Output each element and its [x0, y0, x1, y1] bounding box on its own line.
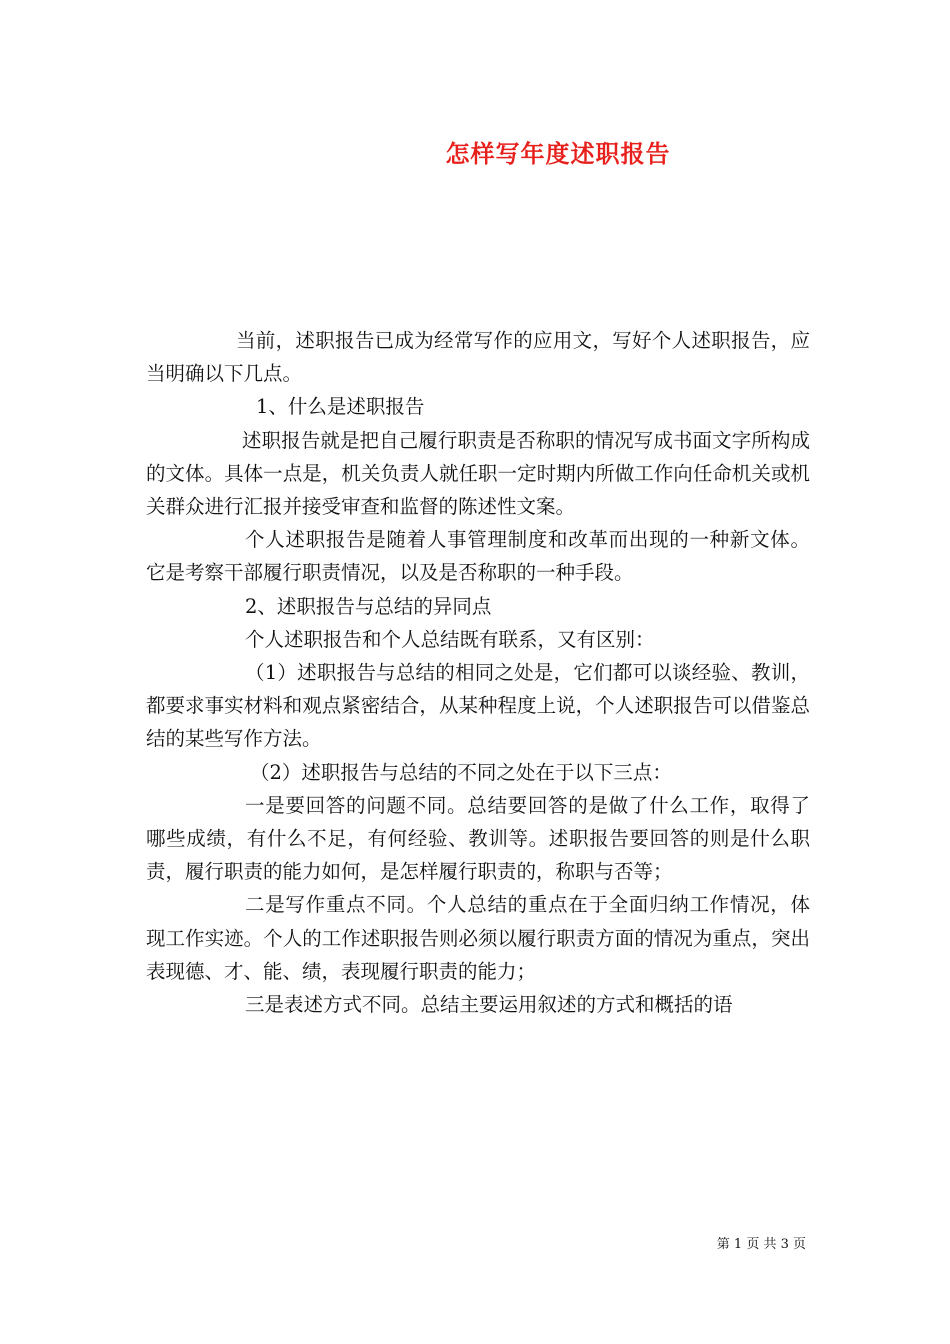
paragraph-difference-two: 二是写作重点不同。个人总结的重点在于全面归纳工作情况，体现工作实迹。个人的工作述职报告则必须以履行职责方面的情况为重点，突出表现德、才、能、绩，表现履行职责的能力； — [146, 893, 810, 983]
paragraph-relation: 个人述职报告和个人总结既有联系，又有区别： — [245, 627, 655, 651]
paragraph-difference-three: 三是表述方式不同。总结主要运用叙述的方式和概括的语 — [245, 993, 733, 1017]
paragraph-differences-intro: （2）述职报告与总结的不同之处在于以下三点： — [250, 760, 672, 784]
document-body — [146, 324, 810, 1021]
document-title: 怎样写年度述职报告 — [445, 139, 671, 168]
page-number-footer: 第 1 页 共 3 页 — [716, 1237, 806, 1252]
paragraph-definition: 述职报告就是把自己履行职责是否称职的情况写成书面文字所构成的文体。具体一点是，机关负责人就任职一定时期内所做工作向任命机关或机关群众进行汇报并接受审查和监督的陈述性文案。 — [146, 428, 810, 519]
heading-what-is-report: 1、什么是述职报告 — [256, 395, 425, 419]
paragraph-new-genre: 个人述职报告是随着人事管理制度和改革而出现的一种新文体。它是考察干部履行职责情况，以及是否称职的一种手段。 — [146, 528, 810, 585]
paragraph-intro: 当前，述职报告已成为经常写作的应用文，写好个人述职报告，应当明确以下几点。 — [146, 329, 810, 386]
paragraph-difference-one: 一是要回答的问题不同。总结要回答的是做了什么工作，取得了哪些成绩，有什么不足，有何经验、教训等。述职报告要回答的则是什么职责，履行职责的能力如何，是怎样履行职责的，称职与否等； — [146, 793, 810, 884]
heading-similarities-differences: 2、述职报告与总结的异同点 — [245, 594, 492, 618]
paragraph-similarities: （1）述职报告与总结的相同之处是，它们都可以谈经验、教训，都要求事实材料和观点紧密结合，从某种程度上说，个人述职报告可以借鉴总结的某些写作方法。 — [146, 661, 810, 751]
